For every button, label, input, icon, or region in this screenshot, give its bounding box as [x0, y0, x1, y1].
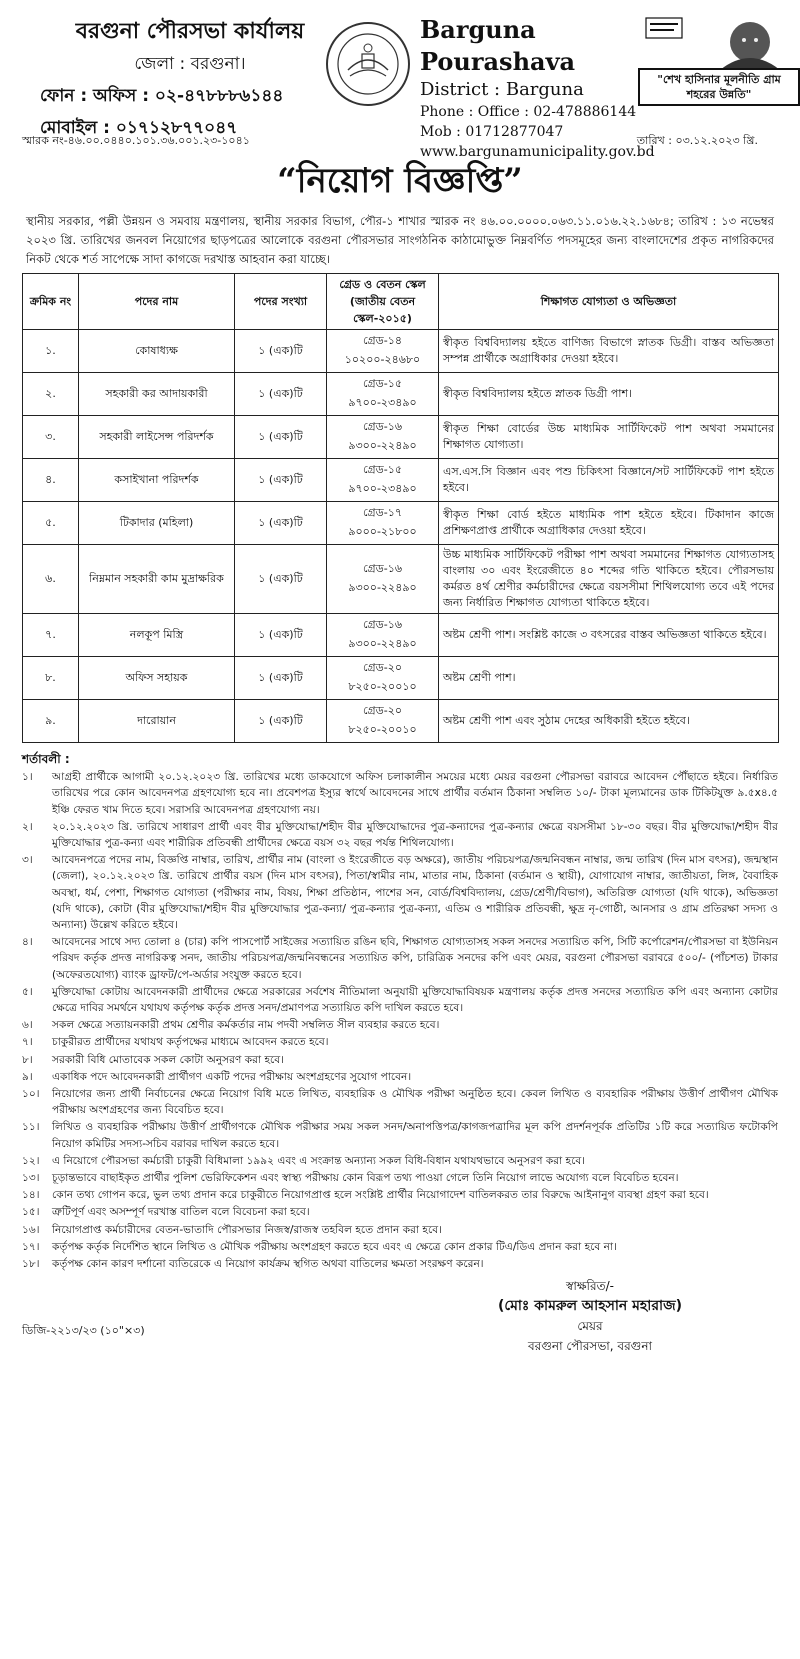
qualification-cell: অষ্টম শ্রেণী পাশ। — [439, 657, 779, 700]
condition-text: এ নিয়োগে পৌরসভা কর্মচারী চাকুরী বিধিমালা ১৯৯২ এবং এ সংক্রান্ত অন্যান্য সকল বিধি-বিধান যথাযথভাবে অনুসরণ করা হবে। — [52, 1154, 586, 1167]
pay-scale: ৮২৫০-২০০১০ — [348, 723, 417, 736]
condition-number: ২। — [22, 820, 33, 833]
footer-code: ডিজি-২২১৩/২৩ (১০"×৩) — [22, 1324, 145, 1337]
phone-en: Phone : Office : 02-478886144 — [420, 104, 637, 120]
table-row — [23, 700, 779, 743]
post-name-cell: কোষাধ্যক্ষ — [79, 330, 235, 373]
post-name-cell: সহকারী লাইসেন্স পরিদর্শক — [79, 416, 235, 459]
condition-number: ১৩। — [22, 1172, 40, 1185]
table-row — [23, 502, 779, 545]
serial-cell: ৫. — [23, 502, 79, 545]
intro-paragraph: স্থানীয় সরকার, পল্লী উন্নয়ন ও সমবায় মন্ত্রণালয়, স্থানীয় সরকার বিভাগ, পৌর-১ শাখার স্মারক নং ৪৬.০০.০০০০.০৬৩.১১.০১৬.২২.১৬৮৪; তারিখ : ১৩ নভেম্বর ২০২৩ খ্রি. তারিখের জনবল নিয়োগের ছাড়পত্রের আলোকে বরগুনা পৌরসভার সাংগঠনিক কাঠামোভুক্ত নিম্নবর্ণিত পদসমূহের জন্য বাংলাদেশের প্রকৃত নাগরিকদের নিকট থেকে শর্ত সাপেক্ষে সাদা কাগজে দরখাস্ত আহবান করা যাচ্ছে। — [26, 214, 774, 266]
condition-item — [22, 1034, 778, 1050]
memo-number: স্মারক নং-৪৬.০০.০৪৪০.১০১.৩৬.০০১.২৩-১০৪১ — [22, 134, 250, 147]
qualification-cell: স্বীকৃত শিক্ষা বোর্ড হইতে মাধ্যমিক পাশ হইতে হইবে। টিকাদান কাজে প্রশিক্ষণপ্রাপ্ত প্রার্থীকে অগ্রাধিকার দেওয়া হইবে। — [439, 502, 779, 545]
condition-text: আবেদনের সাথে সদ্য তোলা ৪ (চার) কপি পাসপোর্ট সাইজের সত্যায়িত রঙিন ছবি, শিক্ষাগত যোগ্যতাসহ সকল সনদের সত্যায়িত কপি, সিটি কর্পোরেশন/পৌরসভা বা ইউনিয়ন পরিষদ কর্তৃক প্রদত্ত নাগরিকত্ব সনদ, জাতীয় পরিচয়পত্র/জন্মনিবন্ধনের সত্যায়িত কপি, চারিত্রিক সনদের কপি এবং মেয়র, বরগুনা পৌরসভা বরাবরে ৫০০/- (পাঁচশত) টাকার (অফেরতযোগ্য) ব্যাংক ড্রাফট/পে-অর্ডার সংযুক্ত করতে হবে। — [52, 936, 778, 981]
signed-label: স্বাক্ষরিত/- — [566, 1279, 614, 1293]
table-row — [23, 657, 779, 700]
condition-number: ১০। — [22, 1088, 40, 1101]
pay-scale: ৮২৫০-২০০১০ — [348, 680, 417, 693]
condition-item — [22, 984, 778, 1016]
posts-table — [22, 273, 779, 743]
municipality-seal-icon — [324, 20, 412, 108]
table-row — [23, 416, 779, 459]
condition-text: নিয়োগের জন্য প্রার্থী নির্বাচনের ক্ষেত্রে নিয়োগ বিধি মতে লিখিত, ব্যবহারিক ও মৌখিক পরীক্ষা অনুষ্ঠিত হবে। কেবল লিখিত ও ব্যবহারিক পরীক্ষায় উত্তীর্ণ প্রার্থীগণ মৌখিক পরীক্ষায় অংশগ্রহণের জন্য বিবেচিত হবে। — [52, 1088, 778, 1117]
mobile-bn: মোবাইল : ০১৭১২৮৭৭০৪৭ — [40, 118, 238, 138]
grade-label: গ্রেড-২০ — [362, 661, 403, 674]
website-link[interactable]: www.bargunamunicipality.gov.bd — [420, 144, 655, 160]
grade-label: গ্রেড-১৫ — [362, 463, 403, 476]
condition-text: আগ্রহী প্রার্থীকে আগামী ২০.১২.২০২৩ খ্রি. তারিখের মধ্যে ডাকযোগে অফিস চলাকালীন সময়ের মধ্যে মেয়র বরগুনা পৌরসভা বরাবরে আবেদন পৌঁছাতে হইবে। নির্ধারিত তারিখের পরে কোন আবেদনপত্র গ্রহণযোগ্য হবে না। প্রবেশপত্র ইস্যুর স্বার্থে আবেদনের সাথে প্রার্থীর বর্তমান ঠিকানা সম্বলিত ১০/- টাকা মূল্যমানের ডাক টিকিটযুক্ত ৯.৫x৪.৫ ইঞ্চি ফেরত খাম দিতে হবে। সরাসরি আবেদনপত্র গ্রহণযোগ্য নয়। — [52, 771, 778, 816]
grade-cell — [327, 459, 439, 502]
grade-cell — [327, 373, 439, 416]
condition-number: ৭। — [22, 1036, 33, 1049]
office-title-bn: বরগুনা পৌরসভা কার্যালয় — [75, 19, 305, 44]
condition-item — [22, 1017, 778, 1033]
pay-scale: ১০২০০-২৪৬৮০ — [344, 353, 421, 366]
condition-text: একাধিক পদে আবেদনকারী প্রার্থীগণ একটি পদের পরীক্ষায় অংশগ্রহণের সুযোগ পাবেন। — [52, 1070, 412, 1083]
serial-cell: ৪. — [23, 459, 79, 502]
grade-cell — [327, 416, 439, 459]
grade-cell — [327, 657, 439, 700]
post-name-cell: কসাইখানা পরিদর্শক — [79, 459, 235, 502]
condition-item — [22, 934, 778, 983]
memo-date: তারিখ : ০৩.১২.২০২৩ খ্রি. — [636, 134, 758, 147]
condition-number: ৩। — [22, 854, 33, 867]
condition-number: ১৫। — [22, 1206, 40, 1219]
serial-cell: ৮. — [23, 657, 79, 700]
condition-item — [22, 1052, 778, 1068]
qualification-cell: অষ্টম শ্রেণী পাশ এবং সুঠাম দেহের অধিকারী হইতে হইবে। — [439, 700, 779, 743]
condition-item — [22, 819, 778, 851]
post-count-cell: ১ (এক)টি — [235, 700, 327, 743]
post-name-cell: দারোয়ান — [79, 700, 235, 743]
condition-text: নিয়োগপ্রাপ্ত কর্মচারীদের বেতন-ভাতাদি পৌরসভার নিজস্ব/রাজস্ব তহবিল হতে প্রদান করা হবে। — [52, 1223, 442, 1236]
condition-item — [22, 1153, 778, 1169]
post-count-cell: ১ (এক)টি — [235, 416, 327, 459]
serial-cell: ৭. — [23, 614, 79, 657]
post-name-cell: নলকূপ মিস্ত্রি — [79, 614, 235, 657]
condition-number: ১২। — [22, 1154, 40, 1167]
condition-text: কর্তৃপক্ষ কোন কারণ দর্শানো ব্যতিরেকে এ নিয়োগ কার্যক্রম স্থগিত অথবা বাতিলের ক্ষমতা সংরক্ষণ করেন। — [52, 1258, 484, 1271]
grade-cell — [327, 330, 439, 373]
condition-item — [22, 1069, 778, 1085]
condition-number: ৫। — [22, 985, 33, 998]
serial-cell: ২. — [23, 373, 79, 416]
qualification-cell: এস.এস.সি বিজ্ঞান এবং পশু চিকিৎসা বিজ্ঞানে/সট সার্টিফিকেট পাশ হইতে হইবে। — [439, 459, 779, 502]
grade-label: গ্রেড-১৬ — [362, 618, 403, 631]
table-row — [23, 545, 779, 614]
condition-text: কোন তথ্য গোপন করে, ভুল তথ্য প্রদান করে চাকুরীতে নিয়োগপ্রাপ্ত হলে সংশ্লিষ্ট প্রার্থীর নিয়োগাদেশ বাতিলকরত তার বিরুদ্ধে আইনানুগ ব্যবস্থা গ্রহণ করা হবে। — [52, 1189, 709, 1202]
qualification-cell: স্বীকৃত বিশ্ববিদ্যালয় হইতে বাণিজ্য বিভাগে স্নাতক ডিগ্রী। বাস্তব অভিজ্ঞতা সম্পন্ন প্রার্থীকে অগ্রাধিকার দেওয়া হইবে। — [439, 330, 779, 373]
condition-text: চূড়ান্তভাবে বাছাইকৃত প্রার্থীর পুলিশ ভেরিফিকেশন এবং স্বাস্থ্য পরীক্ষায় কোন বিরূপ তথ্য পাওয়া গেলে তিনি নিয়োগ লাভে অযোগ্য বলে বিবেচিত হবেন। — [52, 1172, 679, 1185]
condition-item — [22, 1239, 778, 1255]
condition-text: চাকুরীরত প্রার্থীদের যথাযথ কর্তৃপক্ষের মাধ্যমে আবেদন করতে হবে। — [52, 1036, 329, 1049]
condition-item — [22, 852, 778, 933]
mobile-en: Mob : 01712877047 — [420, 124, 564, 140]
condition-number: ১। — [22, 771, 33, 784]
col-post-count: পদের সংখ্যা — [235, 274, 327, 330]
slogan-box: "শেখ হাসিনার মূলনীতি গ্রাম শহরের উন্নতি" — [638, 68, 800, 106]
phone-bn: ফোন : অফিস : ০২-৪৭৮৮৮৬১৪৪ — [40, 86, 284, 106]
post-count-cell: ১ (এক)টি — [235, 330, 327, 373]
table-row — [23, 330, 779, 373]
grade-label: গ্রেড-২০ — [362, 704, 403, 717]
serial-cell: ৯. — [23, 700, 79, 743]
condition-text: সরকারী বিধি মোতাবেক সকল কোটা অনুসরণ করা হবে। — [52, 1053, 284, 1066]
post-name-cell: টিকাদার (মহিলা) — [79, 502, 235, 545]
post-name-cell: সহকারী কর আদায়কারী — [79, 373, 235, 416]
signatory-name: (মোঃ কামরুল আহসান মহারাজ) — [497, 1298, 683, 1314]
signatory-office: বরগুনা পৌরসভা, বরগুনা — [528, 1339, 652, 1353]
grade-label: গ্রেড-১৪ — [362, 334, 403, 347]
post-count-cell: ১ (এক)টি — [235, 657, 327, 700]
signatory-designation: মেয়র — [577, 1319, 603, 1333]
post-count-cell: ১ (এক)টি — [235, 373, 327, 416]
post-name-cell: নিম্নমান সহকারী কাম মুদ্রাক্ষরিক — [79, 545, 235, 614]
condition-text: কর্তৃপক্ষ কর্তৃক নির্দেশিত স্থানে লিখিত ও মৌখিক পরীক্ষায় অংশগ্রহণ করতে হবে এবং এ ক্ষেত্রে কোন প্রকার টিএ/ডিএ প্রদান করা হবে না। — [52, 1240, 617, 1253]
condition-item — [22, 1170, 778, 1186]
qualification-cell: স্বীকৃত বিশ্ববিদ্যালয় হইতে স্নাতক ডিগ্রী পাশ। — [439, 373, 779, 416]
condition-text: সকল ক্ষেত্রে সত্যায়নকারী প্রথম শ্রেণীর কর্মকর্তার নাম পদবী সম্বলিত সীল ব্যবহার করতে হবে। — [52, 1019, 440, 1032]
condition-number: ৪। — [22, 936, 33, 949]
table-row — [23, 373, 779, 416]
condition-number: ৯। — [22, 1070, 33, 1083]
posts-table-body — [23, 330, 779, 743]
condition-item — [22, 769, 778, 818]
condition-number: ১৭। — [22, 1240, 40, 1253]
condition-number: ১৪। — [22, 1189, 40, 1202]
post-count-cell: ১ (এক)টি — [235, 502, 327, 545]
post-count-cell: ১ (এক)টি — [235, 545, 327, 614]
condition-number: ১১। — [22, 1121, 40, 1134]
grade-cell — [327, 614, 439, 657]
qualification-cell: স্বীকৃত শিক্ষা বোর্ডের উচ্চ মাধ্যমিক সার্টিফিকেট পাশ অথবা সমমানের শিক্ষাগত যোগ্যতা। — [439, 416, 779, 459]
letterhead — [22, 8, 781, 160]
condition-number: ৬। — [22, 1019, 33, 1032]
post-count-cell: ১ (এক)টি — [235, 614, 327, 657]
qualification-cell: উচ্চ মাধ্যমিক সার্টিফিকেট পরীক্ষা পাশ অথবা সমমানের শিক্ষাগত যোগ্যতাসহ বাংলায় ৩০ এবং ইংরেজীতে ৪০ শব্দের গতি থাকিতে হইবে। পৌরসভায় কর্মরত ৪র্থ শ্রেণীর কর্মচারীদের ক্ষেত্রে বয়সসীমা শিথিলযোগ্য তবে এই পদের জন্য নির্ধারিত শিক্ষাগত যোগ্যতা থাকিতে হইবে। — [439, 545, 779, 614]
condition-number: ১৮। — [22, 1258, 40, 1271]
letterhead-english — [420, 14, 655, 162]
condition-item — [22, 1204, 778, 1220]
condition-item — [22, 1222, 778, 1238]
table-header-row — [23, 274, 779, 330]
condition-text: লিখিত ও ব্যবহারিক পরীক্ষায় উত্তীর্ণ প্রার্থীগণকে মৌখিক পরীক্ষার সময় সকল সনদ/অনাপত্তিপত্র/কাগজপত্রাদির মূল কপি প্রদর্শনপূর্বক প্রতিটির ১টি করে সত্যায়িত ফটোকপি নিয়োগ কমিটির সদস্য-সচিব বরাবর দাখিল করতে হবে। — [52, 1121, 778, 1150]
office-title-en: Barguna Pourashava — [420, 15, 576, 76]
post-count-cell: ১ (এক)টি — [235, 459, 327, 502]
col-serial: ক্রমিক নং — [23, 274, 79, 330]
condition-text: আবেদনপত্রে পদের নাম, বিজ্ঞপ্তি নাম্বার, তারিখ, প্রার্থীর নাম (বাংলা ও ইংরেজীতে বড় অক্ষরে), জাতীয় পরিচয়পত্র/জন্মনিবন্ধন নাম্বার, জন্ম তারিখ (দিন মাস বৎসর), জন্মস্থান (জেলা), ২০.১২.২০২৩ খ্রি. তারিখে প্রার্থীর বয়স (দিন মাস বৎসর), পিতা/স্বামীর নাম, মাতার নাম, ঠিকানা (বর্তমান ও স্থায়ী), যোগাযোগ নাম্বার, জাতীয়তা, লিঙ্গ, বৈবাহিক অবস্থা, ধর্ম, পেশা, শিক্ষাগত যোগ্যতা (পরীক্ষার নাম, বিষয়, শিক্ষা প্রতিষ্ঠান, পাশের সন, বোর্ড/বিশ্ববিদ্যালয়, গ্রেড/শ্রেণী/বিভাগ), অতিরিক্ত যোগ্যতা (যদি থাকে), অভিজ্ঞতা (যদি থাকে), কোটা (বীর মুক্তিযোদ্ধা/শহীদ বীর মুক্তিযোদ্ধার পুত্র-কন্যা/ পুত্র-কন্যার পুত্র-কন্যা, এতিম ও শারীরিক প্রতিবন্ধী, ক্ষুদ্র নৃ-গোষ্ঠী, আনসার ও গ্রাম প্রতিরক্ষা সদস্য ও অন্যান্য) উল্লেখ করিতে হইবে। — [52, 854, 778, 932]
district-en: District : Barguna — [420, 79, 584, 100]
condition-text: ত্রুটিপূর্ণ এবং অসম্পূর্ণ দরখাস্ত বাতিল বলে বিবেচনা করা হবে। — [52, 1206, 310, 1219]
qualification-cell: অষ্টম শ্রেণী পাশ। সংশ্লিষ্ট কাজে ৩ বৎসরের বাস্তব অভিজ্ঞতা থাকিতে হইবে। — [439, 614, 779, 657]
condition-item — [22, 1086, 778, 1118]
conditions-section — [22, 751, 778, 1272]
pay-scale: ৯৭০০-২৩৪৯০ — [348, 396, 417, 409]
letterhead-bangla — [40, 16, 340, 144]
grade-cell — [327, 700, 439, 743]
condition-text: ২০.১২.২০২৩ খ্রি. তারিখে সাধারণ প্রার্থী এবং বীর মুক্তিযোদ্ধা/শহীদ বীর মুক্তিযোদ্ধাদের পুত্র-কন্যাদের পুত্র-কন্যার ক্ষেত্রে বয়সসীমা ১৮-৩০ বছর। বীর মুক্তিযোদ্ধা/শহীদ বীর মুক্তিযোদ্ধার পুত্র-কন্যা এবং শারীরিক প্রতিবন্ধী প্রার্থীদের ক্ষেত্রে বয়স ৩২ বছর পর্যন্ত শিথিলযোগ্য। — [52, 820, 778, 850]
col-grade: গ্রেড ও বেতন স্কেল (জাতীয় বেতন স্কেল-২০১৫) — [327, 274, 439, 330]
condition-item — [22, 1256, 778, 1272]
pay-scale: ৯৭০০-২৩৪৯০ — [348, 482, 417, 495]
pay-scale: ৯৩০০-২২৪৯০ — [348, 581, 417, 594]
pay-scale: ৯৩০০-২২৪৯০ — [348, 439, 417, 452]
conditions-heading: শর্তাবলী : — [22, 752, 70, 766]
signature-block — [440, 1276, 740, 1356]
condition-number: ৮। — [22, 1053, 33, 1066]
condition-text: মুক্তিযোদ্ধা কোটায় আবেদনকারী প্রার্থীদের ক্ষেত্রে সরকারের সর্বশেষ নীতিমালা অনুযায়ী মুক্তিযোদ্ধাবিষয়ক মন্ত্রণালয় কর্তৃক প্রদত্ত সনদের সত্যায়িত কপি এবং অন্যান্য কোটার ক্ষেত্রে দাবির সমর্থনে যথাযথ কর্তৃপক্ষ কর্তৃক প্রদত্ত সনদ/প্রমাণপত্র সত্যায়িত কপি দাখিল করতে হবে। — [52, 985, 778, 1015]
grade-cell — [327, 502, 439, 545]
condition-item — [22, 1187, 778, 1203]
serial-cell: ৬. — [23, 545, 79, 614]
table-row — [23, 459, 779, 502]
grade-label: গ্রেড-১৬ — [362, 562, 403, 575]
table-row — [23, 614, 779, 657]
grade-label: গ্রেড-১৭ — [362, 506, 403, 519]
notice-title: “নিয়োগ বিজ্ঞপ্তি” — [277, 161, 523, 201]
district-bn: জেলা : বরগুনা। — [134, 54, 246, 74]
condition-item — [22, 1119, 778, 1151]
pay-scale: ৯০০০-২১৮০০ — [348, 525, 417, 538]
col-qualification: শিক্ষাগত যোগ্যতা ও অভিজ্ঞতা — [439, 274, 779, 330]
serial-cell: ৩. — [23, 416, 79, 459]
condition-number: ১৬। — [22, 1223, 40, 1236]
grade-label: গ্রেড-১৫ — [362, 377, 403, 390]
serial-cell: ১. — [23, 330, 79, 373]
post-name-cell: অফিস সহায়ক — [79, 657, 235, 700]
conditions-list — [22, 769, 778, 1272]
col-post-name: পদের নাম — [79, 274, 235, 330]
pay-scale: ৯৩০০-২২৪৯০ — [348, 637, 417, 650]
grade-cell — [327, 545, 439, 614]
grade-label: গ্রেড-১৬ — [362, 420, 403, 433]
